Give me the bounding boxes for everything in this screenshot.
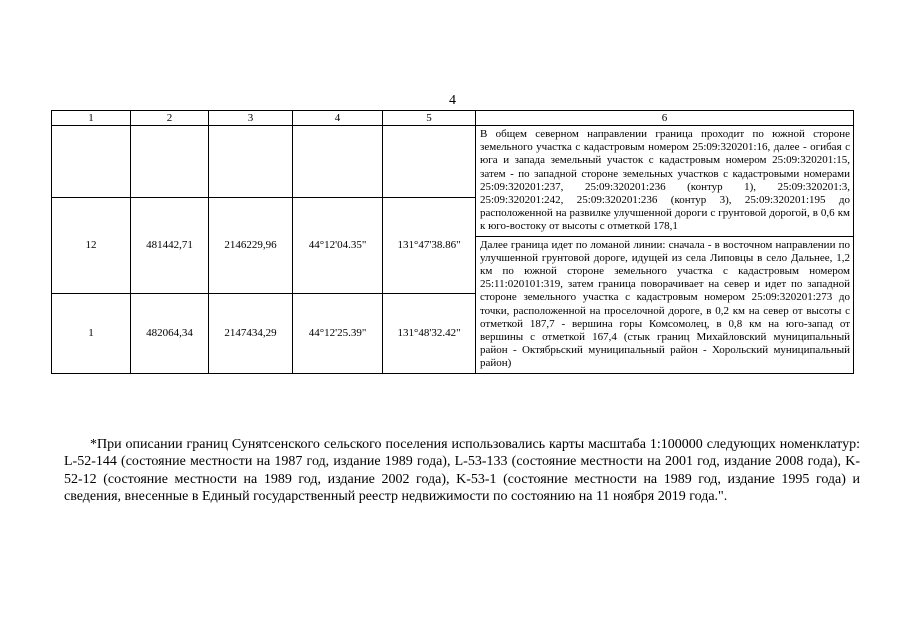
empty-cell (209, 126, 293, 198)
latitude-cell: 44°12'25.39" (293, 293, 383, 373)
column-header: 6 (476, 111, 854, 126)
longitude-cell: 131°47'38.86" (383, 198, 476, 294)
page-number: 4 (449, 93, 456, 108)
footnote-text: *При описании границ Сунятсенского сельского поселения использовались карты масштаба 1:100000 следующих номенклатур: L-52-144 (состояние местности на 1987 год, издание 1989 года), L-53-133 (состояние местности на 2001 год, издание 2008 года), K-52-12 (состояние местности на 1989 год, издание 2002 года), K-53-1 (состояние местности на 1989 год, издание 1995 года) и сведения, внесенные в Единый государственный реестр недвижимости по состоянию на 11 ноября 2019 года.". (64, 437, 860, 504)
table-row (52, 126, 854, 198)
y-coordinate-cell: 2146229,96 (209, 198, 293, 294)
empty-cell (52, 126, 131, 198)
point-number-cell: 12 (52, 198, 131, 294)
x-coordinate-cell: 482064,34 (131, 293, 209, 373)
footnote (64, 436, 860, 505)
table-header-row (52, 111, 854, 126)
x-coordinate-cell: 481442,71 (131, 198, 209, 294)
boundary-description-cell: Далее граница идет по ломаной линии: сначала - в восточном направлении по улучшенной грунтовой дороге, идущей из села Липовцы в село Дальнее, 1,2 км по южной стороне земельного участка с кадастровым номером 25:11:020101:319, затем граница поворачивает на север и идет по западной стороне земельного участка с кадастровым номером 25:09:320201:273 до точки, расположенной на проселочной дороге, в 0,2 км на север от высоты с отметкой 187,7 - вершина горы Комсомолец, в 0,8 км на юго-запад от вершины с отметкой 167,4 (стык границ Михайловский муниципальный район - Октябрьский муниципальный район - Хорольский муниципальный район) (476, 236, 854, 373)
column-header: 1 (52, 111, 131, 126)
longitude-cell: 131°48'32.42" (383, 293, 476, 373)
boundary-coordinates-table (51, 110, 854, 374)
boundary-description-cell: В общем северном направлении граница проходит по южной стороне земельного участка с кадастровым номером 25:09:320201:16, далее - огибая с юга и запада земельный участок с кадастровым номером 25:09:320201:15, затем - по западной стороне земельных участков с кадастровыми номерами 25:09:320201:237, 25:09:320201:236 (контур 1), 25:09:320201:3, 25:09:320201:242, 25:09:320201:236 (контур 3), 25:09:320201:195 до расположенной на развилке улучшенной дороги с грунтовой дорогой, в 0,6 км к юго-востоку от высоты с отметкой 178,1 (476, 126, 854, 237)
empty-cell (383, 126, 476, 198)
latitude-cell: 44°12'04.35" (293, 198, 383, 294)
column-header: 4 (293, 111, 383, 126)
empty-cell (293, 126, 383, 198)
y-coordinate-cell: 2147434,29 (209, 293, 293, 373)
column-header: 3 (209, 111, 293, 126)
empty-cell (131, 126, 209, 198)
column-header: 5 (383, 111, 476, 126)
point-number-cell: 1 (52, 293, 131, 373)
column-header: 2 (131, 111, 209, 126)
